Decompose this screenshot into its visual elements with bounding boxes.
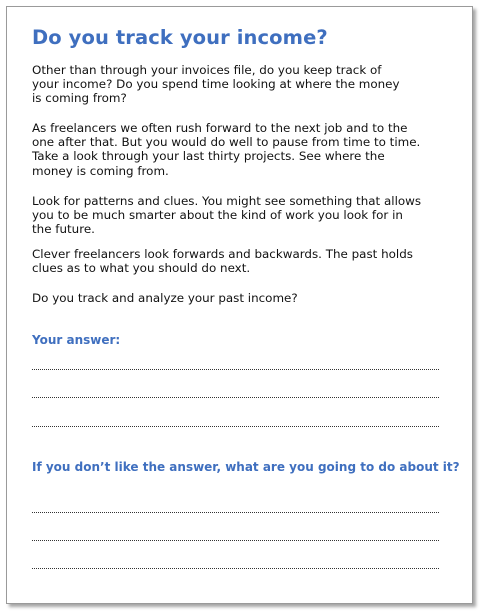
action-line-1[interactable] xyxy=(32,512,439,513)
paragraph-rush-forward: As freelancers we often rush forward to the next job and to the one after that. But you would do well to pause from time to time. Take a look through your last thirty projects. See where the money is coming from. xyxy=(32,121,421,178)
answer-line-1[interactable] xyxy=(32,369,439,370)
answer-line-3[interactable] xyxy=(32,426,439,427)
paragraph-intro: Other than through your invoices file, do you keep track of your income? Do you spend time looking at where the money is coming from? xyxy=(32,63,400,106)
page-title: Do you track your income? xyxy=(32,26,328,49)
action-line-3[interactable] xyxy=(32,568,439,569)
action-line-2[interactable] xyxy=(32,540,439,541)
worksheet-page xyxy=(6,6,473,604)
paragraph-question: Do you track and analyze your past income? xyxy=(32,291,298,305)
paragraph-patterns: Look for patterns and clues. You might see something that allows you to be much smarter about the kind of work you look for in the future. xyxy=(32,194,422,237)
answer-heading: Your answer: xyxy=(32,333,121,347)
paragraph-clever-freelancers: Clever freelancers look forwards and backwards. The past holds clues as to what you should do next. xyxy=(32,247,413,276)
action-heading: If you don’t like the answer, what are you going to do about it? xyxy=(32,460,460,474)
answer-line-2[interactable] xyxy=(32,397,439,398)
